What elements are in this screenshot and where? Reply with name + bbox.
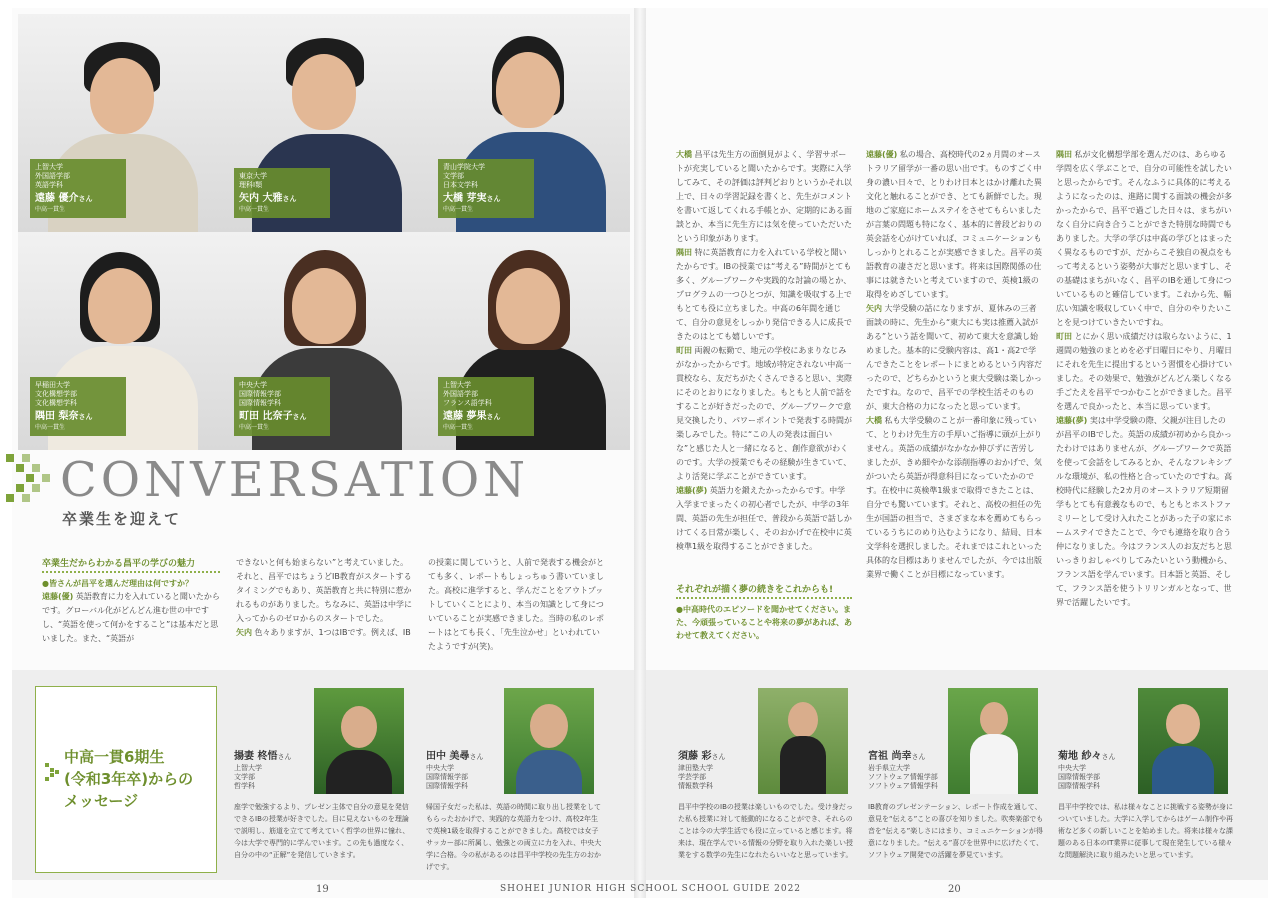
school-label: 中央大学 [1058,764,1086,772]
dept-label: 哲学科 [234,782,255,790]
dept-label: ソフトウェア情報学科 [868,782,938,790]
speaker-label: 遠藤(夢) [1056,416,1088,425]
question-text: ●中高時代のエピソードを聞かせてください。また、今頑張っていることや将来の夢があれば、あわせて教えてください。 [676,605,852,640]
answer-block [676,246,852,344]
name-card [30,159,126,218]
faculty-label: 理科Ⅰ類 [239,181,263,189]
status-label: 中高一貫生 [239,424,270,431]
name-suffix: さん [282,195,297,203]
dept-label: 文化構想学科 [35,399,77,407]
answer-text: 色々ありますが、1つはIBです。例えば、IB [254,628,411,637]
speaker-label: 遠藤(優) [42,592,74,601]
faculty-label: 文学部 [443,172,464,180]
conversation-title: CONVERSATION [60,452,530,508]
person-name: 大橋 芽実 [443,193,487,204]
faculty-label: 国際情報学部 [1058,773,1100,781]
answer-text: 大学受験の話になりますが、夏休みの三者面談の時に、先生から“東大にも実は推薦入試がある”という話を聞いて、初めて東大を意識し始めました。基本的に受験内容は、高1・高2で学んできたことをレポートにまとめるという内容だったので、どちらかというと東大受験は楽しかったですね。なので、昌平での学校生活そのものが、東大合格の力になったと思っています。 [866,304,1042,411]
message-person-2 [426,750,602,873]
school-label: 東京大学 [239,172,267,180]
message-text: 帰国子女だった私は、英語の時間に取り出し授業をしてもらったおかげで、実践的な英語力をつけ、高校2年生で英検1級を取得することができました。高校では女子サッカー部に所属し、勉強との両立に力を入れ、中央大学に合格。今の私があるのは昌平中学校の先生方のおかげです。 [426,803,602,871]
name-card [438,159,534,218]
message-person-5 [1058,750,1234,861]
message-title-line: メッセージ [64,792,139,810]
faculty-label: 文学部 [234,773,255,781]
status-label: 中高一貫生 [443,206,474,213]
speaker-label: 遠藤(優) [866,150,898,159]
person-name: 須藤 彩 [678,751,712,762]
answer-block [866,148,1042,302]
name-suffix: さん [1101,753,1116,761]
faculty-label: 文化構想学部 [35,390,77,398]
dept-label: 情報数学科 [678,782,713,790]
answer-text: 英語教育に力を入れていると聞いたからです。グローバル化がどんどん進む世の中ですし、“英語を使って何かをすること”は基本だと思いました。また、“英語が [42,592,220,643]
answer-text: 実は中学受験の際、父親が注目したのが昌平のIBでした。英語の成績が初めから良かったわけではありませんが、グループワークで英語を使って会話をしてみるとか、そんなフレキシブルな環境が、私の性格と合っていたのですね。高校時代に経験した2カ月のオーストラリア短期留学もとても有意義なもので、もともとホストファミリーとして受け入れたことがあった子の家にホームステイできたことで、今でも連絡を取り合う仲になりました。今はフランス人のお友だちと思いっきりおしゃべりしてみたいという動機から、フランス語を学んでいます。日本語と英語、そして、フランス語を使うトリリンガルとなって、世界で活躍したいです。 [1056,416,1232,607]
message-title-line: 中高一貫6期生 [64,748,165,766]
speaker-label: 遠藤(夢) [676,486,708,495]
portrait-ohashi-megumi [426,14,630,232]
status-label: 中高一貫生 [443,424,474,431]
answer-text: 両親の転勤で、地元の学校にあまりなじみがなかったからです。地域が特定されない中高一貫校なら、友だちがたくさんできると思い、実際にそのとおりになりました。もともと人前で話をすることが好きだったので、グループワークで意見交換したり、パワーポイントで発表する時間が楽しみでした。特に“この人の発表は面白いな”と感じた人と一緒になると、創作意欲がわくのです。大学の授業でもその経験が生きていて、より活発に学ぶことができています。 [676,346,852,481]
name-suffix: さん [277,753,292,761]
page-gutter [634,8,646,898]
name-suffix: さん [486,195,501,203]
speaker-label: 隅田 [676,248,692,257]
right-column-1 [676,148,852,554]
person-name: 田中 美尋 [426,751,470,762]
person-name: 町田 比奈子 [239,411,293,422]
right-column-1-bottom [676,582,852,642]
name-suffix: さん [711,753,726,761]
message-person-3 [678,750,854,861]
question-text: ●皆さんが昌平を選んだ理由は何ですか？ [42,579,193,588]
speaker-label: 矢内 [866,304,882,313]
name-card [438,377,534,436]
school-label: 中央大学 [426,764,454,772]
person-name: 菊地 紗々 [1058,751,1102,762]
person-name: 遠藤 優介 [35,193,79,204]
person-name: 宮祖 尚幸 [868,751,912,762]
name-suffix: さん [292,413,307,421]
left-column-2 [236,556,412,640]
dept-label: 国際情報学科 [426,782,468,790]
answer-block [676,344,852,484]
portrait-endo-yumeka [426,232,630,450]
answer-text: 私の場合、高校時代の2ヵ月間のオーストラリア留学が一番の思い出です。ものすごく中身の濃い日々で、とりわけ日本とはかけ離れた異文化と触れることができ、とても新鮮でした。現地のご家庭にホームステイをさせてもらいましたが言葉の問題も特になく、基本的に普段どおりの英会話を心がけていれば、コミュニケーションもしっかりとれることが実感できました。昌平の英語教育の凄さだと思います。将来は国際関係の仕事には就きたいと考えていますので、英検1級の取得をめざしています。 [866,150,1042,299]
portrait-endo-yusuke [18,14,222,232]
speaker-label: 隅田 [1056,150,1072,159]
faculty-label: 国際情報学部 [239,390,281,398]
right-column-3 [1056,148,1232,610]
answer-text: できないと何も始まらない”と考えていました。それと、昌平ではちょうどIB教育がスタートするタイミングでもあり、英語教育と共に特別に惹かれるものがありました。ちなみに、英語は中学に入ってからのゼロからのスタートでした。 [236,558,412,623]
answer-text: とにかく思い成績だけは取らないように、1週間の勉強のまとめを必ず日曜日にやり、月曜日にそれを先生に提出するという習慣を心掛けていました。その効果で、勉強がどんどん楽しくなる手ごたえを昌平でつかむことができました。昌平を選んで良かったと、本当に思っています。 [1056,332,1232,411]
name-card [234,377,330,436]
status-label: 中高一貫生 [35,424,66,431]
answer-block [1056,414,1232,610]
dept-label: 国際情報学科 [239,399,281,407]
name-suffix: さん [469,753,484,761]
portrait-machida-hinako [222,232,426,450]
footer-guide-title: SHOHEI JUNIOR HIGH SCHOOL SCHOOL GUIDE 2022 [500,884,802,894]
school-label: 中央大学 [239,381,267,389]
conversation-subtitle: 卒業生を迎えて [62,510,182,528]
school-label: 早稲田大学 [35,381,70,389]
person-name: 矢内 大雅 [239,193,283,204]
school-label: 上智大学 [35,163,63,171]
portrait-sumida-rina [18,232,222,450]
right-column-2 [866,148,1042,582]
answer-block [676,148,852,246]
dept-label: 国際情報学科 [1058,782,1100,790]
name-suffix: さん [78,195,93,203]
name-suffix: さん [486,413,501,421]
answer-block [866,414,1042,582]
school-label: 上智大学 [443,381,471,389]
school-label: 上智大学 [234,764,262,772]
message-title-line: (令和3年卒)からの [64,770,194,788]
name-suffix: さん [911,753,926,761]
speaker-label: 大橋 [866,416,882,425]
speaker-label: 矢内 [236,628,252,637]
message-person-4 [868,750,1044,861]
status-label: 中高一貫生 [239,206,270,213]
faculty-label: 国際情報学部 [426,773,468,781]
dept-label: 英語学科 [35,181,63,189]
speaker-label: 大橋 [676,150,692,159]
left-column-3 [428,556,604,654]
answer-text: の授業に関していうと、人前で発表する機会がとても多く、レポートもしょっちゅう書いていました。高校に進学すると、学んだことをアウトプットしていくことにより、本当の知識として身についていることが実感できました。当時の私のレポートはとても長く、「先生泣かせ」といわれていたようですが(笑)。 [428,558,604,651]
school-label: 津田塾大学 [678,764,713,772]
faculty-label: 学芸学部 [678,773,706,781]
answer-block [1056,330,1232,414]
faculty-label: ソフトウェア情報学部 [868,773,938,781]
section-heading: 卒業生だからわかる昌平の学びの魅力 [42,556,220,573]
answer-block [676,484,852,554]
left-column-1 [42,556,220,646]
answer-block [1056,148,1232,330]
section-heading: それぞれが描く夢の続きをこれからも! [676,582,852,599]
message-text: IB教育のプレゼンテーション、レポート作成を通して、意見を“伝える”ことの喜びを知りました。吹奏楽部でも音を“伝える”楽しさにはまり、コミュニケーションが得意になりました。“伝える”喜びを世界中に広げたくて、ソフトウェア開発での活躍を夢見ています。 [868,803,1044,859]
person-name: 隅田 梨奈 [35,411,79,422]
message-text: 昌平中学校では、私は様々なことに挑戦する姿勢が身についていました。大学に入学してからはゲーム制作や再術など多くの新しいことを始めました。将来は様々な課題のある日本のIT業界に従事して現在発生している様々な問題解決に取り組みたいと思っています。 [1058,803,1233,859]
speaker-label: 町田 [676,346,692,355]
status-label: 中高一貫生 [35,206,66,213]
name-card [30,377,126,436]
faculty-label: 外国語学部 [443,390,478,398]
page-number-right: 20 [948,884,961,895]
page-number-left: 19 [316,884,329,895]
message-text: 座学で勉強するより、プレゼン主体で自分の意見を発信できるIBの授業が好きでした。目に見えないものを理論で説明し、筋道を立てて考えていく哲学の世界に憧れ、今は大学で専門的に学んでいます。この先も過度なく、自分の中の“正解”を発信していきます。 [234,803,410,859]
dept-label: フランス語学科 [443,399,492,407]
answer-text: 昌平は先生方の面倒見がよく、学習サポートが充実していると聞いたからです。実際に入学してみて、その評価は評判どおりというかそれ以上で、日々の学習記録を書くと、先生がコメントを書いて返してくれる手帳とか、定期的にある面談とか、本当に先生方には気を使っていただいたという印象があります。 [676,150,852,243]
message-text: 昌平中学校のIBの授業は楽しいものでした。受け身だった私も授業に対して能動的になることができ、それらのことは今の大学生活でも役に立っていると感じます。将来は、現在学んでいる情報の分野を取り入れた楽しい授業をする数学の先生になれたらいいなと思っています。 [678,803,853,859]
answer-block [866,302,1042,414]
answer-text: 英語力を鍛えたかったからです。中学入学までまったくの初心者でしたが、中学の3年間、英語の先生が担任で、普段から英語で話しかけてくる日常が楽しく、そのおかげで在校中に英検準1級を取得することができました。 [676,486,852,551]
message-title [64,746,193,812]
person-name: 遠藤 夢果 [443,411,487,422]
school-label: 岩手県立大学 [868,764,910,772]
speaker-label: 町田 [1056,332,1072,341]
portrait-yanai-taiga [222,14,426,232]
dept-label: 日本文学科 [443,181,478,189]
name-suffix: さん [78,413,93,421]
school-label: 青山学院大学 [443,163,485,171]
chevron-icon [44,762,62,782]
person-name: 揚妻 柊悟 [234,751,278,762]
answer-text: 特に英語教育に力を入れている学校と聞いたからです。IBの授業では“考える”時間がとても多く、グループワークや実践的な討論の場とか、プログラムの一つひとつが、知識を吸収する上でもとても役に立ちました。中高の6年間を通じて、自分の意見をしっかり発信できる人に成長できたのはとても嬉しいです。 [676,248,852,341]
message-person-1 [234,750,410,861]
answer-text: 私も大学受験のことが一番印象に残っていて、とりわけ先生方の手厚いご指導に頭が上がりません。英語の成績がなかなか伸びずに苦労しましたが、きめ細やかな添削指導のおかげで、気がついたら英語が得意科目になっていたかのです。在校中に英検準1級まで取得できたことは、自分でも驚いています。それと、高校の担任の先生が国語の担当で、さまざまな本を薦めてもらっているうちにのめり込むようになり、結局、日本文学科を選択しました。それまではこれといった具体的な目標はありませんでしたが、今では出版業界で働くことが目標になっています。 [866,416,1042,579]
faculty-label: 外国語学部 [35,172,70,180]
name-card [234,168,330,218]
chevron-icon [4,452,54,504]
answer-text: 私が文化構想学部を選んだのは、あらゆる学問を広く学ぶことで、自分の可能性を試したいと思ったからです。そんなふうに具体的に考えるようになったのは、進路に関する面談の機会が多かったからで、昌平で過ごした日々は、まちがいなく自分に向き合うことができた特別な時間でもありました。大学の学びは中高の学びとはまったく異なるものですが、だからこそ独自の視点をもって考えるという姿勢が大事だと思いますし、その基礎はまちがいなく、昌平のIBを通して身についているものと確信しています。これから先、幅広い知識を吸収していく中で、自分のやりたいことを見つけていきたいですね。 [1056,150,1232,327]
